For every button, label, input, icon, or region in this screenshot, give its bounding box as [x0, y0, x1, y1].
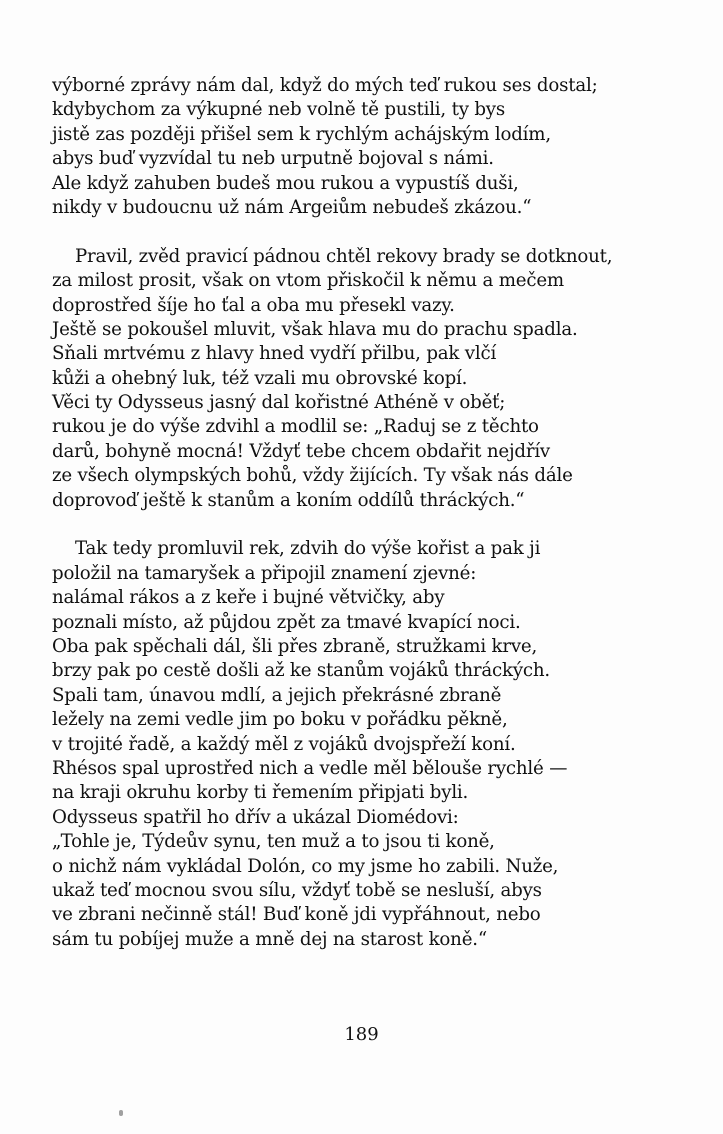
verse-line: za milost prosit, však on vtom přiskočil k němu a mečem — [52, 270, 564, 292]
verse-line: ležely na zemi vedle jim po boku v pořádku pěkně, — [52, 709, 508, 731]
verse-line: Tak tedy promluvil rek, zdvih do výše kořist a pak ji — [75, 538, 541, 560]
verse-line: na kraji okruhu korby ti řemením připjati byli. — [52, 782, 469, 804]
verse-line: jistě zas později přišel sem k rychlým achájským lodím, — [52, 123, 551, 145]
verse-line: Odysseus spatřil ho dřív a ukázal Diomédovi: — [52, 806, 459, 828]
verse-line: Věci ty Odysseus jasný dal kořistné Athéně v oběť; — [52, 392, 506, 414]
verse-line: kůži a ohebný luk, též vzali mu obrovské kopí. — [52, 367, 468, 389]
verse-line: Ale když zahuben budeš mou rukou a vypustíš duši, — [52, 172, 519, 194]
verse-line: „Tohle je, Týdeův synu, ten muž a to jsou ti koně, — [52, 831, 495, 853]
verse-line: ve zbrani nečinně stál! Buď koně jdi vypřáhnout, nebo — [52, 904, 541, 926]
verse-line: položil na tamaryšek a připojil znamení zjevné: — [52, 562, 477, 584]
verse-line: darů, bohyně mocná! Vždyť tebe chcem obdařit nejdřív — [52, 440, 551, 462]
verse-line: abys buď vyzvídal tu neb urputně bojoval s námi. — [52, 148, 494, 170]
verse-line: ze všech olympských bohů, vždy žijících. Ty však nás dále — [52, 465, 573, 487]
poem-text — [52, 74, 692, 952]
verse-line: Spali tam, únavou mdlí, a jejich překrásné zbraně — [52, 684, 502, 706]
verse-line: doprostřed šíje ho ťal a oba mu přesekl vazy. — [52, 294, 455, 316]
verse-line: poznali místo, až půjdou zpět za tmavé kvapící noci. — [52, 611, 521, 633]
page-number: 189 — [344, 1024, 379, 1045]
verse-line: kdybychom za výkupné neb volně tě pustili, ty bys — [52, 99, 506, 121]
verse-line: Rhésos spal uprostřed nich a vedle měl bělouše rychlé — — [52, 757, 568, 779]
verse-line: nalámal rákos a z keře i bujné větvičky, aby — [52, 587, 445, 609]
verse-line: o nichž nám vykládal Dolón, co my jsme ho zabili. Nuže, — [52, 855, 559, 877]
paragraph — [52, 537, 692, 952]
verse-line: Oba pak spěchali dál, šli přes zbraně, stružkami krve, — [52, 635, 538, 657]
paragraph-gap — [52, 513, 692, 537]
verse-line: Ještě se pokoušel mluvit, však hlava mu do prachu spadla. — [52, 318, 578, 340]
verse-line: ukaž teď mocnou svou sílu, vždyť tobě se nesluší, abys — [52, 879, 542, 901]
verse-line: Pravil, zvěd pravicí pádnou chtěl rekovy brady se dotknout, — [75, 245, 613, 267]
scan-speck — [119, 1110, 123, 1116]
paragraph — [52, 74, 692, 220]
verse-line: nikdy v budoucnu už nám Argeiům nebudeš zkázou.“ — [52, 196, 532, 218]
paragraph — [52, 245, 692, 513]
verse-line: doprovoď ještě k stanům a koním oddílů thráckých.“ — [52, 489, 525, 511]
verse-line: výborné zprávy nám dal, když do mých teď rukou ses dostal; — [52, 75, 598, 96]
verse-line: brzy pak po cestě došli až ke stanům vojáků thráckých. — [52, 660, 550, 682]
verse-line: v trojité řadě, a každý měl z vojáků dvojspřeží koní. — [52, 733, 516, 755]
verse-line: Sňali mrtvému z hlavy hned vydří přilbu, pak vlčí — [52, 343, 497, 365]
verse-line: sám tu pobíjej muže a mně dej na starost koně.“ — [52, 928, 487, 950]
verse-line: rukou je do výše zdvihl a modlil se: „Raduj se z těchto — [52, 416, 539, 438]
paragraph-gap — [52, 220, 692, 244]
